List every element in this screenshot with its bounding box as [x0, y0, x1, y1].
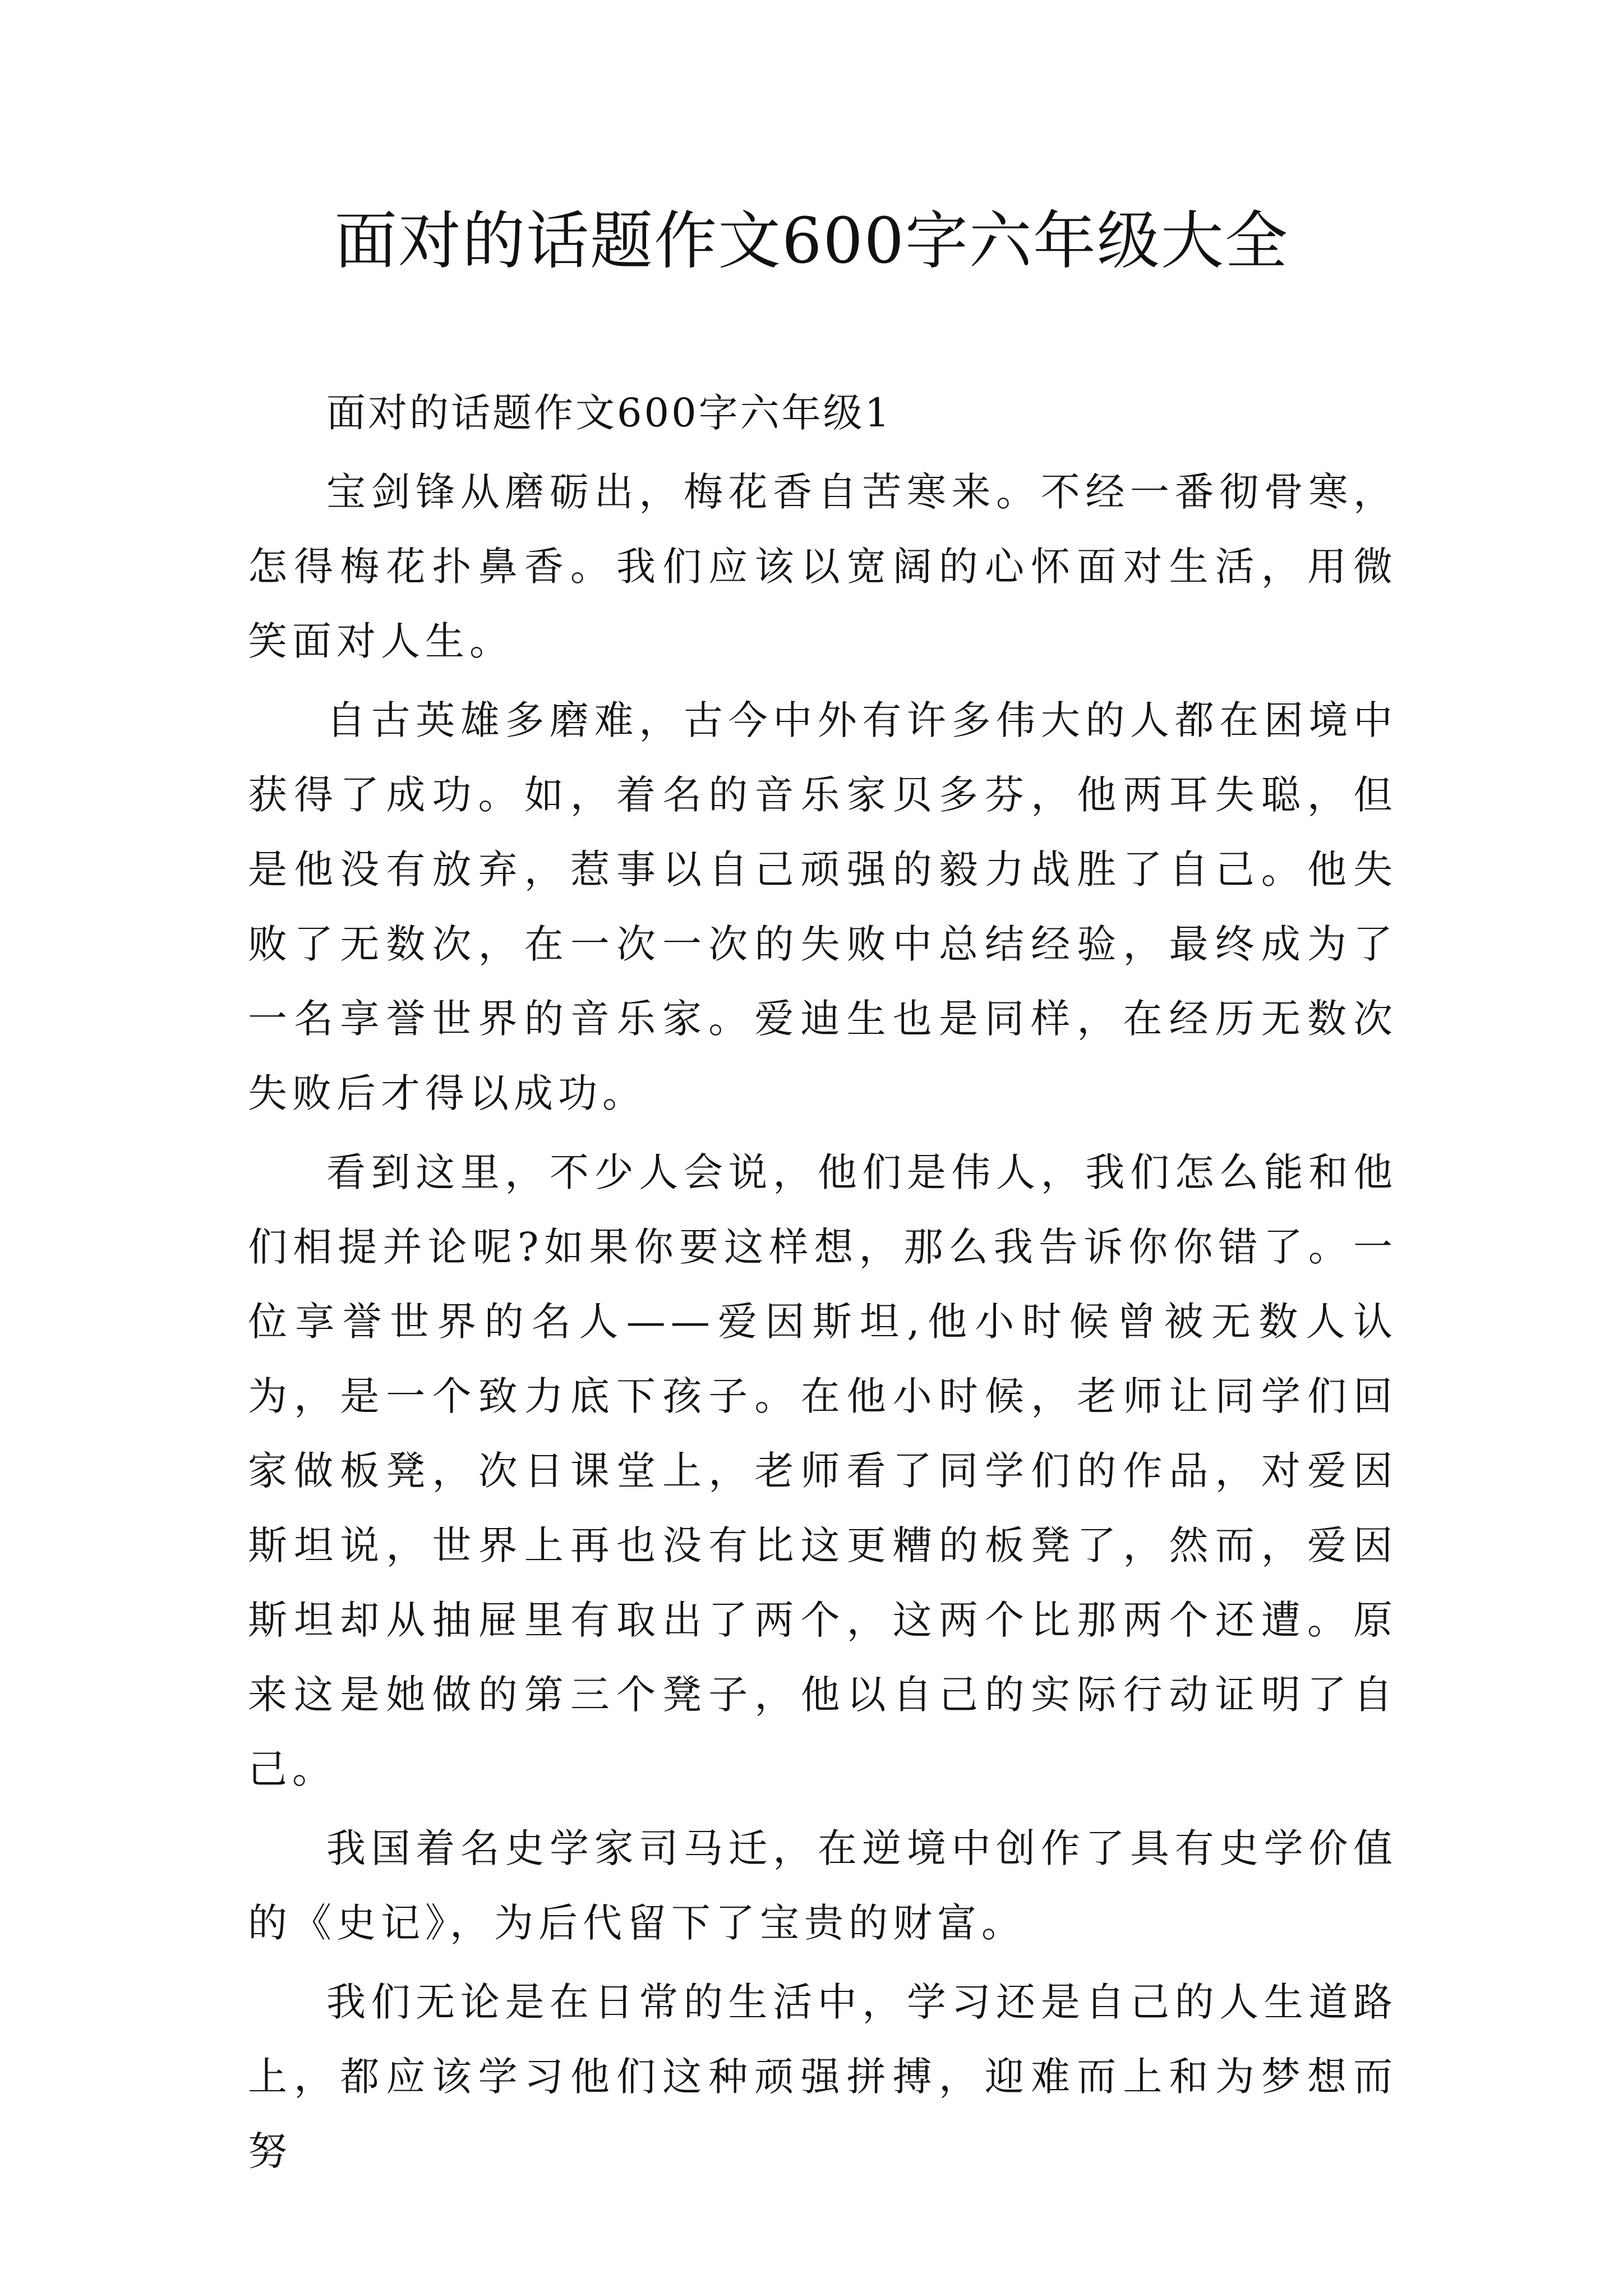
paragraph-3: 看到这里，不少人会说，他们是伟人，我们怎么能和他们相提并论呢?如果你要这样想，那么我告诉你你错了。一位享誉世界的名人——爱因斯坦,他小时候曾被无数人认为，是一个致力底下孩子。在他小时候，老师让同学们回家做板凳，次日课堂上，老师看了同学们的作品，对爱因斯坦说，世界上再也没有比这更糟的板凳了，然而，爱因斯坦却从抽屉里有取出了两个，这两个比那两个还遭。原来这是她做的第三个凳子，他以自己的实际行动证明了自己。	[248, 1149, 1398, 1792]
paragraph-4: 我国着名史学家司马迁，在逆境中创作了具有史学价值的《史记》，为后代留下了宝贵的财富。	[248, 1825, 1398, 1946]
paragraph-1: 宝剑锋从磨砺出，梅花香自苦寒来。不经一番彻骨寒，怎得梅花扑鼻香。我们应该以宽阔的心怀面对生活，用微笑面对人生。	[248, 469, 1398, 664]
section-heading: 面对的话题作文600字六年级1	[326, 390, 892, 436]
document-body	[248, 376, 1398, 2193]
paragraph-5: 我们无论是在日常的生活中，学习还是自己的人生道路上，都应该学习他们这种顽强拼搏，迎难而上和为梦想而努	[248, 1979, 1398, 2174]
document-title: 面对的话题作文600字六年级大全	[334, 205, 1289, 278]
paragraph-2: 自古英雄多磨难，古今中外有许多伟大的人都在困境中获得了成功。如，着名的音乐家贝多芬，他两耳失聪，但是他没有放弃，惹事以自己顽强的毅力战胜了自己。他失败了无数次，在一次一次的失败中总结经验，最终成为了一名享誉世界的音乐家。爱迪生也是同样，在经历无数次失败后才得以成功。	[248, 697, 1398, 1116]
